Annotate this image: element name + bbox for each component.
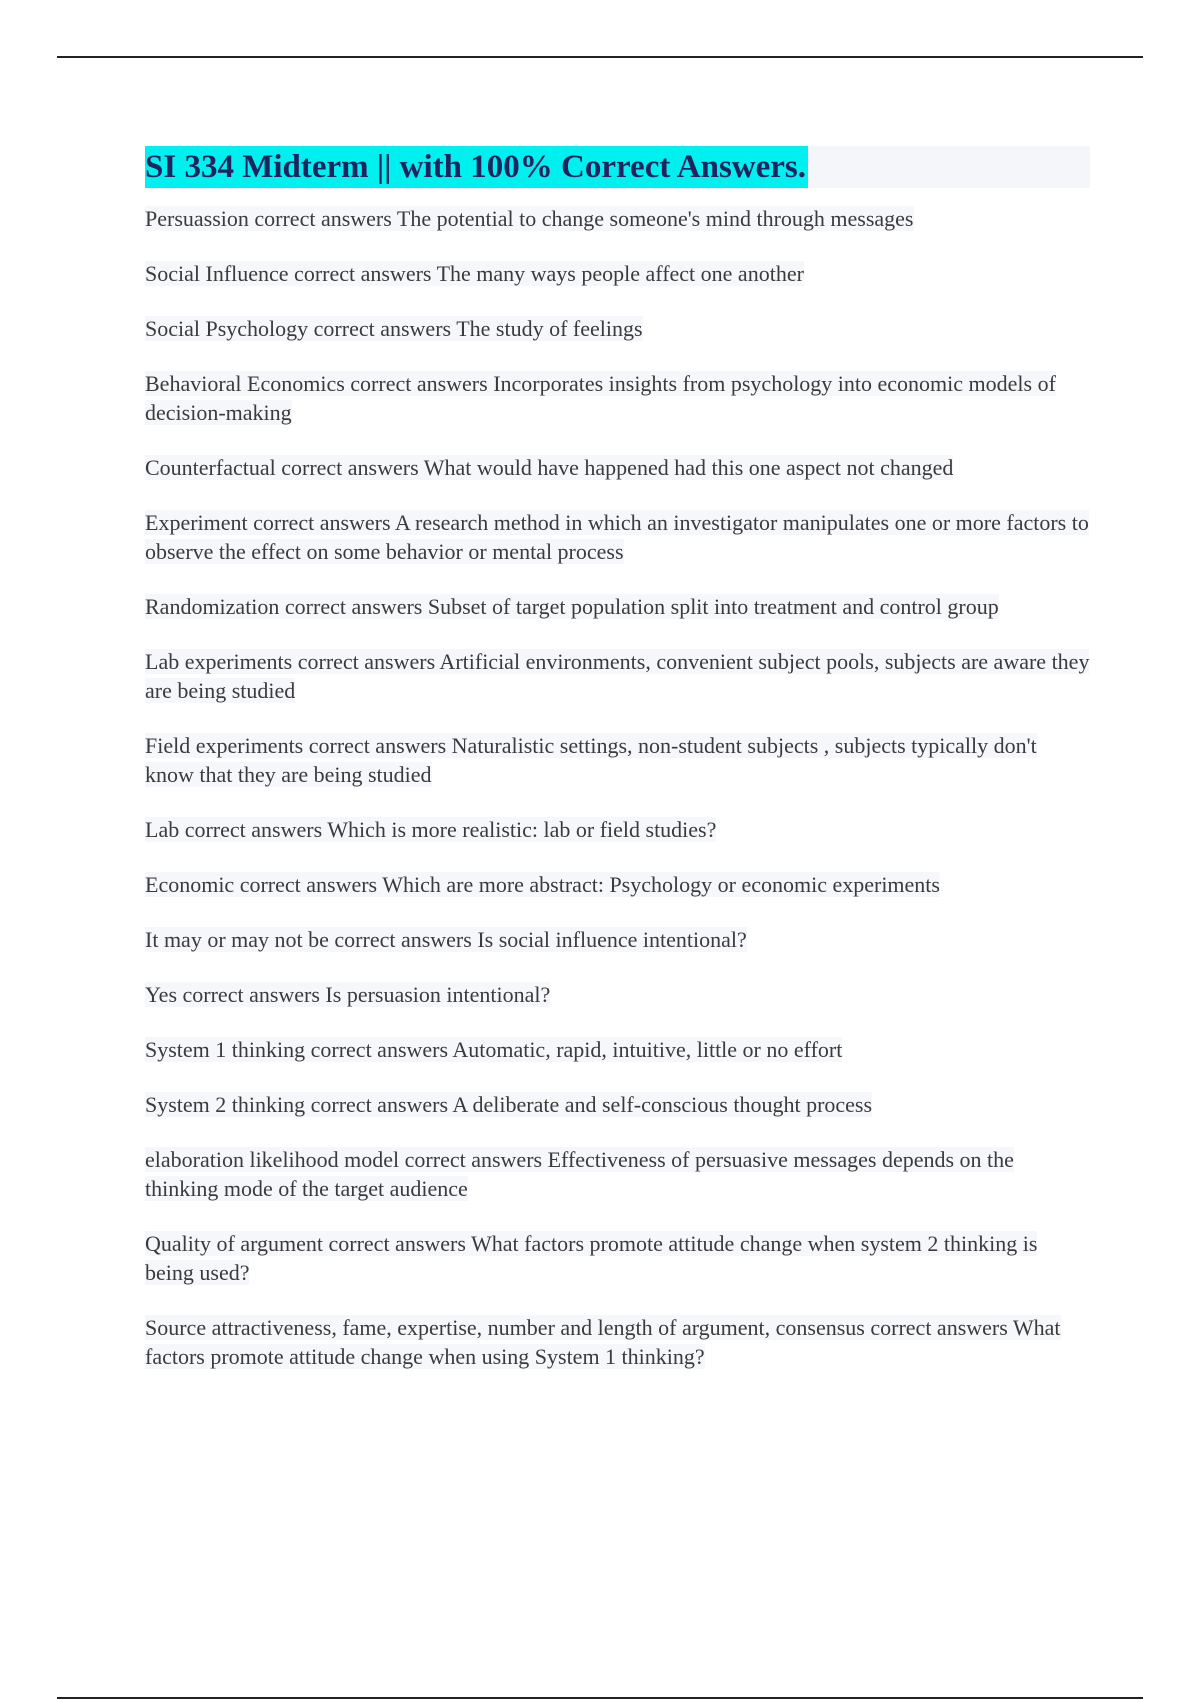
qa-entry-text: Persuassion correct answers The potential to change someone's mind through messages xyxy=(145,206,914,231)
qa-entry-text: Lab correct answers Which is more realistic: lab or field studies? xyxy=(145,817,717,842)
document-title: SI 334 Midterm || with 100% Correct Answers. xyxy=(145,146,808,188)
qa-entry xyxy=(145,925,1090,954)
qa-entry xyxy=(145,1313,1090,1371)
qa-list xyxy=(145,204,1090,1371)
qa-entry xyxy=(145,815,1090,844)
top-rule xyxy=(57,56,1143,58)
qa-entry xyxy=(145,647,1090,705)
qa-entry xyxy=(145,1035,1090,1064)
qa-entry xyxy=(145,1090,1090,1119)
qa-entry xyxy=(145,1145,1090,1203)
qa-entry-text: Social Influence correct answers The many ways people affect one another xyxy=(145,261,804,286)
qa-entry xyxy=(145,259,1090,288)
bottom-rule xyxy=(57,1697,1143,1699)
qa-entry xyxy=(145,508,1090,566)
qa-entry-text: Lab experiments correct answers Artificial environments, convenient subject pools, subjects are aware they are being studied xyxy=(145,649,1090,703)
qa-entry-text: Counterfactual correct answers What would have happened had this one aspect not changed xyxy=(145,455,954,480)
qa-entry xyxy=(145,731,1090,789)
document-body xyxy=(145,146,1090,1397)
qa-entry-text: Yes correct answers Is persuasion intentional? xyxy=(145,982,551,1007)
qa-entry-text: Experiment correct answers A research method in which an investigator manipulates one or more factors to observe the effect on some behavior or mental process xyxy=(145,510,1089,564)
qa-entry-text: System 1 thinking correct answers Automatic, rapid, intuitive, little or no effort xyxy=(145,1037,843,1062)
qa-entry-text: elaboration likelihood model correct answers Effectiveness of persuasive messages depends on the thinking mode of the target audience xyxy=(145,1147,1014,1201)
qa-entry-text: It may or may not be correct answers Is social influence intentional? xyxy=(145,927,747,952)
qa-entry-text: Social Psychology correct answers The study of feelings xyxy=(145,316,643,341)
qa-entry-text: Economic correct answers Which are more abstract: Psychology or economic experiments xyxy=(145,872,940,897)
title-band xyxy=(145,146,1090,188)
qa-entry-text: Source attractiveness, fame, expertise, number and length of argument, consensus correct answers What factors promote attitude change when using System 1 thinking? xyxy=(145,1315,1061,1369)
qa-entry-text: Quality of argument correct answers What factors promote attitude change when system 2 thinking is being used? xyxy=(145,1231,1038,1285)
qa-entry xyxy=(145,1229,1090,1287)
qa-entry xyxy=(145,369,1090,427)
qa-entry-text: Behavioral Economics correct answers Incorporates insights from psychology into economic models of decision-making xyxy=(145,371,1056,425)
qa-entry xyxy=(145,314,1090,343)
qa-entry xyxy=(145,204,1090,233)
qa-entry xyxy=(145,453,1090,482)
qa-entry-text: System 2 thinking correct answers A deliberate and self-conscious thought process xyxy=(145,1092,873,1117)
qa-entry xyxy=(145,592,1090,621)
qa-entry xyxy=(145,980,1090,1009)
qa-entry xyxy=(145,870,1090,899)
qa-entry-text: Field experiments correct answers Naturalistic settings, non-student subjects , subjects typically don't know that they are being studied xyxy=(145,733,1037,787)
qa-entry-text: Randomization correct answers Subset of target population split into treatment and control group xyxy=(145,594,999,619)
